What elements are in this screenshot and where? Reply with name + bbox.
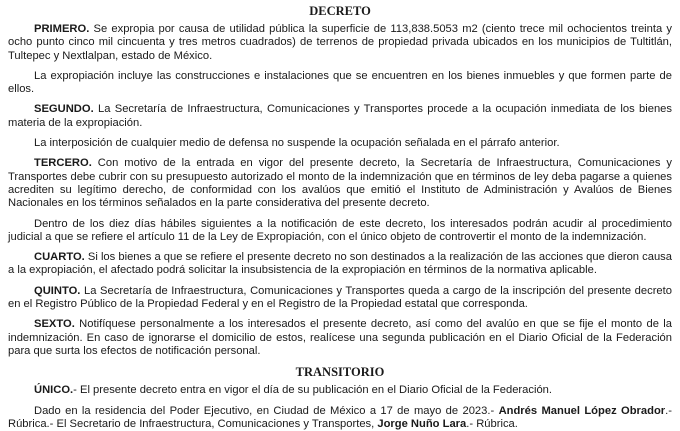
paragraph-quinto [8, 285, 672, 312]
article-label: QUINTO. [34, 284, 81, 297]
paragraph-text: Dentro de los diez días hábiles siguientes a la notificación de este decreto, los interesados podrán acudir al procedimiento judicial a que se refiere el artículo 11 de la Ley de Expropiación, con el único objeto de controvertir el monto de la indemnización. [8, 217, 672, 243]
closing-paragraph [8, 405, 672, 431]
paragraph-text: La interposición de cualquier medio de defensa no suspende la ocupación señalada en el párrafo anterior. [34, 137, 560, 150]
closing-text-2: .- Rúbrica.- El Secretario de Infraestructura, Comunicaciones y Transportes, [8, 404, 672, 430]
paragraph-expropiacion-incluye [8, 70, 672, 97]
article-label: SEXTO. [34, 318, 75, 331]
paragraph-sexto [8, 318, 672, 358]
article-label: CUARTO. [34, 251, 85, 264]
paragraph-dentro-dias [8, 218, 672, 245]
signatory-president: Andrés Manuel López Obrador [498, 404, 666, 417]
article-label: PRIMERO. [34, 23, 90, 35]
paragraph-text: La Secretaría de Infraestructura, Comunicaciones y Transportes procede a la ocupación inmediata de los bienes materia de la expropiación. [8, 103, 672, 129]
paragraph-segundo [8, 103, 672, 130]
article-label: TERCERO. [34, 157, 92, 170]
article-label: ÚNICO. [34, 384, 74, 397]
closing-text-1: Dado en la residencia del Poder Ejecutivo, en Ciudad de México a 17 de mayo de 2023.- [34, 404, 499, 417]
article-label: SEGUNDO. [34, 103, 94, 116]
paragraph-cuarto [8, 251, 672, 278]
paragraph-text: - El presente decreto entra en vigor el día de su publicación en el Diario Oficial de la Federación. [73, 384, 553, 397]
paragraph-interposicion [8, 137, 672, 150]
paragraph-text: Notifíquese personalmente a los interesados el presente decreto, así como del avalúo en que se fije el monto de la indemnización. En caso de ignorarse el domicilio de estos, realícese una segunda publicación en el Diario Oficial de la Federación para que surta los efectos de notificación personal. [8, 318, 672, 357]
paragraph-text: La expropiación incluye las construcciones e instalaciones que se encuentren en los bienes inmuebles y que formen parte de ellos. [8, 69, 672, 96]
decree-title: DECRETO [309, 4, 371, 18]
paragraph-text: Se expropia por causa de utilidad pública la superficie de 113,838.5053 m2 (ciento trece mil ochocientos treinta y ocho punto cinco mil cincuenta y tres metros cuadrados) de terrenos de propiedad privada ubicados en los municipios de Tultitlán, Tultepec y Nextlalpan, estado de México. [8, 23, 672, 62]
paragraph-text: La Secretaría de Infraestructura, Comunicaciones y Transportes queda a cargo de la inscripción del presente decreto en el Registro Público de la Propiedad Federal y en el Registro de la Propiedad estatal que corresponda. [8, 284, 672, 311]
transitorio-title: TRANSITORIO [295, 365, 385, 380]
paragraph-unico [8, 384, 672, 397]
paragraph-text: Con motivo de la entrada en vigor del presente decreto, la Secretaría de Infraestructura, Comunicaciones y Transportes debe cubrir con su presupuesto autorizado el monto de la indemnización que en términos de ley deba pagarse a quienes acrediten su legítimo derecho, de conformidad con los avalúos que emitió el Instituto de Administración y Avalúos de Bienes Nacionales en los términos señalados en la parte considerativa del presente decreto. [8, 157, 672, 210]
paragraph-primero [8, 23, 672, 63]
closing-text-3: .- Rúbrica. [466, 417, 518, 430]
signatory-secretary: Jorge Nuño Lara [377, 417, 467, 430]
paragraph-tercero [8, 157, 672, 210]
paragraph-text: Si los bienes a que se refiere el presente decreto no son destinados a la realización de las acciones que dieron causa a la expropiación, el afectado podrá solicitar la insubsistencia de la expropiación en términos de la normativa aplicable. [8, 251, 672, 277]
